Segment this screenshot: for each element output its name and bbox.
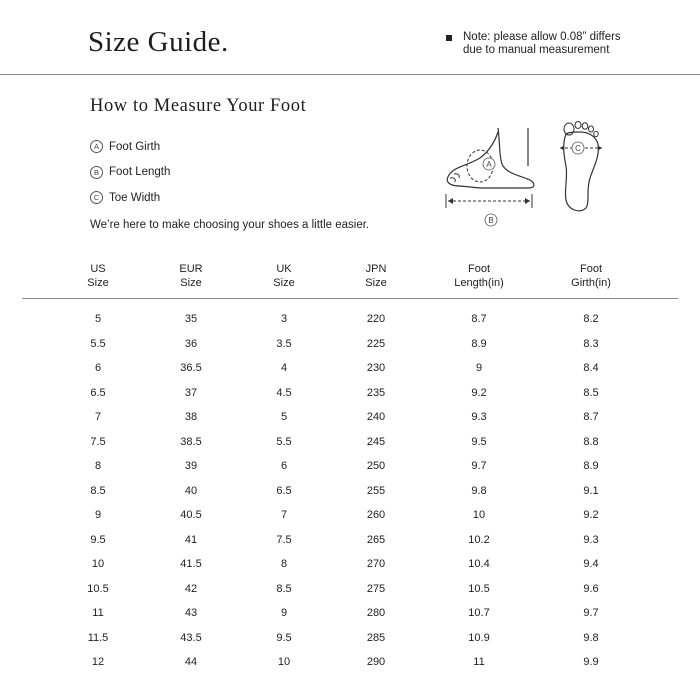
cell-foot-length: 9.8 <box>471 484 487 497</box>
cell-uk-size: 4 <box>280 362 288 374</box>
header-line: Foot <box>579 263 603 275</box>
table-row <box>0 357 700 382</box>
cell-foot-girth: 8.7 <box>583 411 599 423</box>
table-row <box>0 529 700 554</box>
cell-jpn-size: 220 <box>366 313 386 325</box>
table-row <box>0 627 700 652</box>
cell-uk-size: 3.5 <box>276 337 292 350</box>
cell-uk-size: 5 <box>280 411 288 423</box>
header-line: Girth(in) <box>571 277 611 289</box>
cell-uk-size: 9 <box>280 607 288 619</box>
cell-eur-size: 41.5 <box>180 558 202 570</box>
cell-eur-size: 35 <box>184 313 198 325</box>
cell-eur-size: 43 <box>184 607 198 619</box>
measurement-legend <box>90 134 170 211</box>
measure-section-title: How to Measure Your Foot <box>90 96 307 116</box>
cell-uk-size: 6 <box>280 460 288 472</box>
cell-eur-size: 36.5 <box>180 362 202 374</box>
cell-foot-girth: 8.2 <box>583 313 599 325</box>
cell-jpn-size: 275 <box>366 582 386 595</box>
cell-foot-length: 8.7 <box>471 313 487 325</box>
cell-foot-girth: 8.9 <box>583 460 599 472</box>
cell-us-size: 5 <box>94 313 102 325</box>
cell-foot-length: 9.2 <box>471 386 487 399</box>
cell-foot-length: 8.9 <box>471 337 487 350</box>
legend-label: Toe Width <box>109 191 161 204</box>
circled-letter-c-icon: C <box>90 191 103 204</box>
cell-us-size: 8 <box>94 460 102 472</box>
cell-jpn-size: 260 <box>366 509 386 521</box>
foot-sole-view-diagram <box>552 120 608 221</box>
cell-foot-girth: 9.6 <box>583 582 599 595</box>
cell-eur-size: 37 <box>184 386 198 399</box>
cell-foot-girth: 8.8 <box>583 435 599 448</box>
cell-us-size: 10.5 <box>87 582 109 595</box>
cell-us-size: 9 <box>94 509 102 521</box>
cell-uk-size: 6.5 <box>276 484 292 497</box>
cell-us-size: 7.5 <box>90 435 106 448</box>
cell-foot-girth: 9.4 <box>583 558 599 570</box>
header-line: Length(in) <box>454 277 504 289</box>
column-header-jpn-size <box>365 262 386 290</box>
cell-jpn-size: 240 <box>366 411 386 423</box>
column-header-us-size <box>87 262 108 290</box>
table-row <box>0 480 700 505</box>
measurement-note <box>446 31 686 57</box>
header-line: US <box>90 263 106 275</box>
note-line-2: due to manual measurement <box>463 44 610 56</box>
header-line: Size <box>365 277 387 289</box>
cell-us-size: 6 <box>94 362 102 374</box>
foot-side-view-diagram <box>440 122 544 235</box>
size-table-header <box>0 262 700 292</box>
cell-eur-size: 39 <box>184 460 198 472</box>
cell-foot-girth: 8.4 <box>583 362 599 374</box>
cell-foot-girth: 8.5 <box>583 386 599 399</box>
column-header-eur-size <box>179 262 202 290</box>
header-line: Size <box>87 277 109 289</box>
circled-letter-b-icon: B <box>90 166 103 179</box>
cell-us-size: 9.5 <box>90 533 106 546</box>
circled-letter-a-icon: A <box>90 140 103 153</box>
cell-uk-size: 7.5 <box>276 533 292 546</box>
cell-foot-length: 9.5 <box>471 435 487 448</box>
table-row <box>0 382 700 407</box>
cell-jpn-size: 290 <box>366 656 386 668</box>
legend-item-toe-width <box>90 185 170 211</box>
cell-us-size: 6.5 <box>90 386 106 399</box>
note-line-1: Note: please allow 0.08” differs <box>463 31 621 43</box>
table-row <box>0 602 700 627</box>
cell-foot-girth: 9.8 <box>583 631 599 644</box>
header-line: JPN <box>365 263 387 275</box>
cell-jpn-size: 250 <box>366 460 386 472</box>
table-row <box>0 308 700 333</box>
cell-uk-size: 8.5 <box>276 582 292 595</box>
table-row <box>0 406 700 431</box>
header-line: Size <box>180 277 202 289</box>
cell-jpn-size: 265 <box>366 533 386 546</box>
cell-foot-girth: 9.3 <box>583 533 599 546</box>
cell-foot-girth: 8.3 <box>583 337 599 350</box>
table-row <box>0 431 700 456</box>
cell-us-size: 11 <box>92 607 104 619</box>
diagram-label-c: C <box>575 144 581 153</box>
cell-uk-size: 7 <box>280 509 288 521</box>
tagline: We’re here to make choosing your shoes a little easier. <box>90 219 370 231</box>
cell-jpn-size: 270 <box>366 558 386 570</box>
cell-jpn-size: 280 <box>366 607 386 619</box>
cell-jpn-size: 230 <box>366 362 386 374</box>
header-line: UK <box>276 263 292 275</box>
foot-side-view-icon <box>440 122 544 230</box>
cell-eur-size: 43.5 <box>180 631 202 644</box>
cell-jpn-size: 285 <box>366 631 386 644</box>
cell-us-size: 7 <box>94 411 102 423</box>
cell-eur-size: 40 <box>184 484 198 497</box>
cell-uk-size: 10 <box>277 656 291 668</box>
cell-uk-size: 5.5 <box>276 435 292 448</box>
cell-foot-length: 10.2 <box>468 533 490 546</box>
cell-eur-size: 36 <box>184 337 198 350</box>
cell-us-size: 8.5 <box>90 484 106 497</box>
cell-foot-girth: 9.2 <box>583 509 599 521</box>
legend-item-foot-length <box>90 160 170 186</box>
header-line: EUR <box>179 263 203 275</box>
header-line: Foot <box>467 263 491 275</box>
column-header-foot-length <box>454 262 504 290</box>
cell-foot-girth: 9.7 <box>583 607 599 619</box>
table-row <box>0 553 700 578</box>
cell-jpn-size: 225 <box>366 337 386 350</box>
foot-sole-view-icon <box>552 120 608 216</box>
cell-eur-size: 38.5 <box>180 435 202 448</box>
table-row <box>0 651 700 676</box>
cell-eur-size: 38 <box>184 411 198 423</box>
cell-foot-length: 10 <box>472 509 486 521</box>
cell-foot-girth: 9.1 <box>583 484 599 497</box>
cell-foot-length: 10.9 <box>468 631 490 644</box>
table-row <box>0 504 700 529</box>
diagram-label-a: A <box>486 160 492 169</box>
header-divider <box>0 74 700 75</box>
legend-label: Foot Girth <box>109 140 161 153</box>
column-header-foot-girth <box>571 262 611 290</box>
table-row <box>0 333 700 358</box>
cell-us-size: 5.5 <box>90 337 106 350</box>
cell-eur-size: 42 <box>184 582 198 595</box>
cell-foot-length: 9.3 <box>471 411 487 423</box>
header-line: Size <box>273 277 295 289</box>
legend-label: Foot Length <box>109 166 171 179</box>
cell-foot-length: 10.5 <box>468 582 490 595</box>
diagram-label-b: B <box>488 216 494 225</box>
cell-foot-length: 9.7 <box>471 460 487 472</box>
cell-uk-size: 3 <box>280 313 288 325</box>
cell-us-size: 12 <box>91 656 105 668</box>
cell-foot-girth: 9.9 <box>583 656 599 668</box>
legend-item-foot-girth <box>90 134 170 160</box>
table-row <box>0 455 700 480</box>
cell-uk-size: 4.5 <box>276 386 292 399</box>
square-bullet-icon <box>446 35 452 41</box>
table-header-divider <box>22 298 678 299</box>
cell-foot-length: 10.4 <box>468 558 490 570</box>
cell-uk-size: 8 <box>280 558 288 570</box>
cell-eur-size: 41 <box>184 533 198 546</box>
page-title: Size Guide. <box>88 26 229 58</box>
cell-jpn-size: 245 <box>366 435 386 448</box>
cell-eur-size: 40.5 <box>180 509 202 521</box>
column-header-uk-size <box>273 262 294 290</box>
cell-foot-length: 9 <box>475 362 483 374</box>
table-row <box>0 578 700 603</box>
cell-us-size: 10 <box>91 558 105 570</box>
cell-jpn-size: 235 <box>366 386 386 399</box>
cell-eur-size: 44 <box>184 656 198 668</box>
cell-us-size: 11.5 <box>87 631 109 644</box>
cell-foot-length: 10.7 <box>468 607 490 619</box>
cell-uk-size: 9.5 <box>276 631 292 644</box>
cell-jpn-size: 255 <box>366 484 386 497</box>
cell-foot-length: 11 <box>473 656 485 668</box>
size-table-body <box>0 308 700 676</box>
